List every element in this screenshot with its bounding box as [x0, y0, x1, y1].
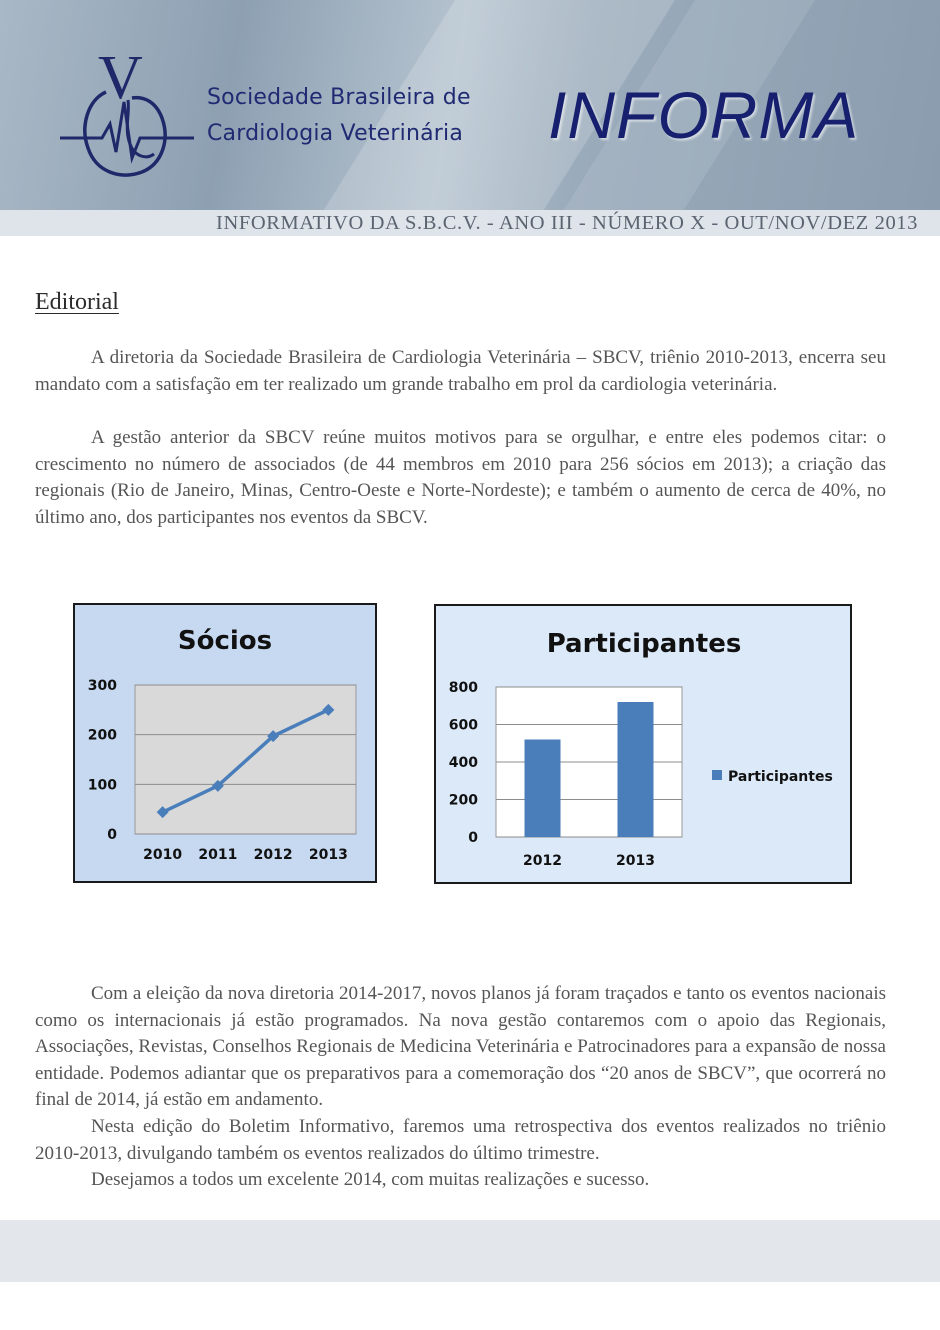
chart-title: Participantes: [546, 629, 742, 659]
chart-title: Sócios: [177, 626, 273, 656]
x-tick-label: 2013: [308, 847, 348, 863]
paragraph-1: A diretoria da Sociedade Brasileira de Cardiologia Veterinária – SBCV, triênio 2010-2013, encerra seu mandato com a satisfação em ter realizado um grande trabalho em prol da cardiologia veterinária.: [35, 347, 886, 395]
issue-info: INFORMATIVO DA S.B.C.V. - ANO III - NÚMERO X - OUT/NOV/DEZ 2013: [216, 212, 918, 234]
bar: [618, 702, 654, 837]
paragraph-2: A gestão anterior da SBCV reúne muitos motivos para se orgulhar, e entre eles podemos citar: o crescimento no número de associados (de 44 membros em 2010 para 256 sócios em 2013); a criação das regionais (Rio de Janeiro, Minas, Centro-Oeste e Norte-Nordeste); e também o aumento de cerca de 40%, no último ano, dos participantes nos eventos da SBCV.: [35, 427, 886, 528]
participantes-bar-chart: [436, 606, 850, 882]
sbcv-logo: [58, 40, 198, 185]
y-tick-label: 400: [448, 755, 478, 771]
x-tick-label: 2010: [143, 847, 183, 863]
y-tick-label: 300: [87, 678, 117, 694]
legend-label: Participantes: [728, 769, 833, 785]
logo-letter-v: V: [98, 44, 143, 112]
paragraph-4: Nesta edição do Boletim Informativo, faremos uma retrospectiva dos eventos realizados no triênio 2010-2013, divulgando também os eventos realizados do último trimestre.: [35, 1116, 886, 1164]
y-tick-label: 100: [87, 777, 117, 794]
x-tick-label: 2012: [523, 853, 562, 869]
society-name: [207, 80, 497, 152]
x-tick-label: 2013: [616, 853, 655, 869]
paragraph-5: Desejamos a todos um excelente 2014, com muitas realizações e sucesso.: [91, 1169, 650, 1190]
masthead-title: INFORMA: [548, 78, 860, 152]
bar: [525, 740, 561, 838]
paragraph-3: Com a eleição da nova diretoria 2014-2017, novos planos já foram traçados e tanto os eventos nacionais como os internacionais já estão programados. Na nova gestão contaremos com o apoio das Regionais, Associações, Revistas, Conselhos Regionais de Medicina Veterinária e Patrocinadores para a expansão de nossa entidade. Podemos adiantar que os preparativos para a comemoração dos “20 anos de SBCV”, que ocorrerá no final de 2014, já estão em andamento.: [35, 983, 886, 1110]
issue-strip: [0, 210, 940, 236]
society-line-2: Cardiologia Veterinária: [207, 121, 464, 146]
y-tick-label: 0: [107, 827, 117, 843]
society-line-1: Sociedade Brasileira de: [207, 85, 471, 110]
y-tick-label: 600: [448, 717, 478, 734]
y-tick-label: 200: [448, 792, 478, 809]
x-tick-label: 2011: [198, 847, 238, 863]
masthead-header: [0, 0, 940, 210]
y-tick-label: 800: [448, 680, 478, 696]
socios-line-chart: [75, 605, 375, 881]
chart-participantes: [434, 604, 852, 884]
y-tick-label: 0: [468, 830, 478, 846]
legend-swatch: [712, 770, 722, 780]
footer-band: [0, 1220, 940, 1282]
x-tick-label: 2012: [253, 847, 293, 863]
y-tick-label: 200: [87, 727, 117, 744]
section-title: Editorial: [35, 289, 119, 315]
chart-socios: [73, 603, 377, 883]
